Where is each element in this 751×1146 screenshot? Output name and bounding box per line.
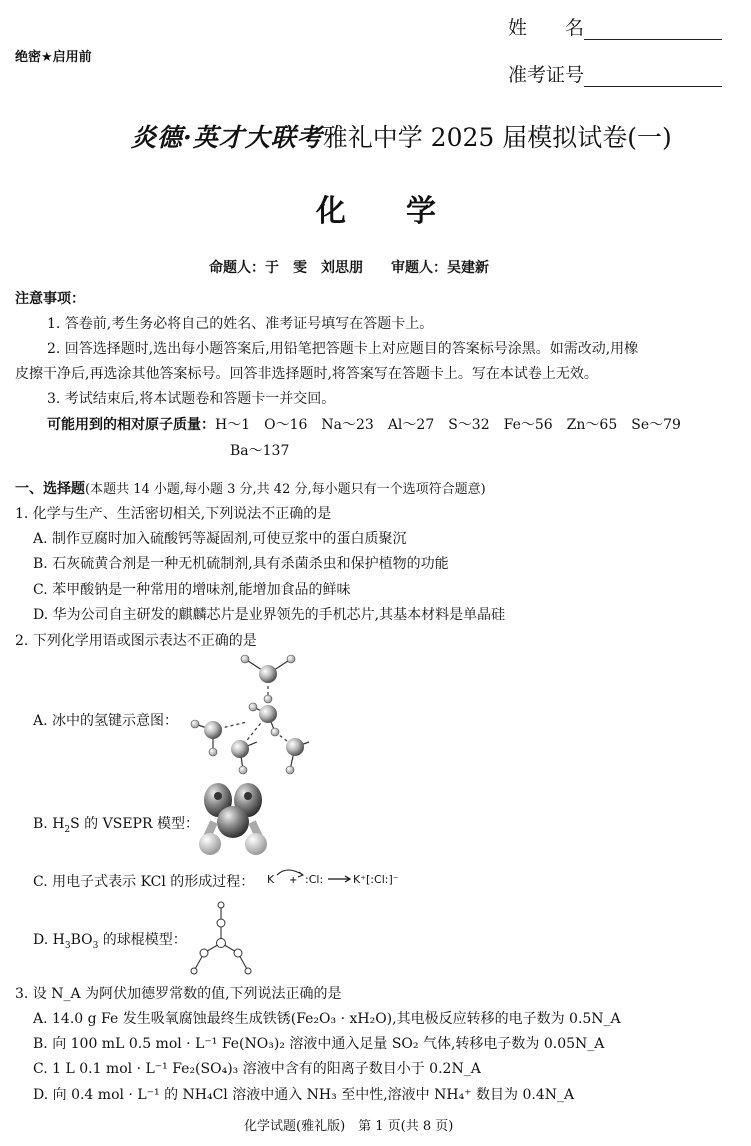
exam-id-label: 准考证号 [508, 64, 585, 86]
page-footer: 化学试题(雅礼版) 第 1 页(共 8 页) [244, 1119, 454, 1134]
subject-title: 化 学 [316, 194, 436, 229]
atomic-mass-values: H～1 O～16 Na～23 Al～27 S～32 Fe～56 Zn～65 Se～79 [215, 417, 681, 433]
section-title: 一、选择题 [15, 481, 85, 497]
boric-acid-ball-stick-model [186, 897, 256, 975]
vsepr-model-image [196, 782, 271, 860]
note-item-1: 1. 答卷前,考生务必将自己的姓名、准考证号填写在答题卡上。 [47, 316, 434, 332]
ice-hydrogen-bond-diagram [185, 652, 315, 777]
notes-heading: 注意事项： [15, 291, 85, 307]
q3-option-b[interactable]: B. 向 100 mL 0.5 mol · L⁻¹ Fe(NO₃)₂ 溶液中通入足量 SO₂ 气体,转移电子数为 0.05N_A [33, 1036, 605, 1052]
cl-atom-label: :Cl: [305, 873, 324, 886]
q2-d-prefix: D. H [33, 932, 65, 948]
q2-d-sub2: 3 [92, 940, 99, 951]
q1-option-b[interactable]: B. 石灰硫黄合剂是一种无机硫制剂,具有杀菌杀虫和保护植物的功能 [33, 556, 449, 572]
q2-b-suffix: S 的 VSEPR 模型： [70, 816, 199, 832]
note-item-3: 3. 考试结束后,将本试题卷和答题卡一并交回。 [47, 391, 336, 407]
kcl-formation-diagram [265, 865, 405, 893]
name-line[interactable] [584, 17, 722, 40]
brand-title: 炎德·英才大联考 [131, 123, 323, 152]
note-item-2a: 2. 回答选择题时,选出每小题答案后,用铅笔把答题卡上对应题目的答案标号涂黑。如需改动,用橡 [47, 341, 639, 357]
q2-b-prefix: B. H [33, 816, 65, 832]
note-item-2b: 皮擦干净后,再选涂其他答案标号。回答非选择题时,将答案写在答题卡上。写在本试卷上无效。 [15, 366, 598, 382]
k-atom-label: K [267, 873, 275, 886]
q2-d-mid: BO [70, 932, 93, 948]
page-title [131, 118, 672, 154]
q3-option-a[interactable]: A. 14.0 g Fe 发生吸氧腐蚀最终生成铁锈(Fe₂O₃ · xH₂O),其电极反应转移的电子数为 0.5N_A [33, 1011, 621, 1027]
q1-option-a[interactable]: A. 制作豆腐时加入硫酸钙等凝固剂,可使豆浆中的蛋白质聚沉 [33, 531, 407, 547]
q2-c-label: C. 用电子式表示 KCl 的形成过程： [33, 874, 255, 890]
q2-option-b[interactable] [33, 813, 199, 835]
name-label: 姓 名 [508, 17, 585, 39]
kcl-product-label: K⁺[:Cl:]⁻ [353, 873, 399, 886]
q1-option-c[interactable]: C. 苯甲酸钠是一种常用的增味剂,能增加食品的鲜味 [33, 582, 351, 598]
q2-option-a[interactable]: A. 冰中的氢键示意图： [33, 713, 179, 729]
svg-text:+: + [289, 875, 298, 886]
q2-option-d[interactable] [33, 929, 187, 951]
q3-option-c[interactable]: C. 1 L 0.1 mol · L⁻¹ Fe₂(SO₄)₃ 溶液中含有的阳离子数目小于 0.2N_A [33, 1061, 481, 1077]
name-field [508, 13, 722, 40]
q3-option-d[interactable]: D. 向 0.4 mol · L⁻¹ 的 NH₄Cl 溶液中通入 NH₃ 至中性,溶液中 NH₄⁺ 数目为 0.4N_A [33, 1087, 575, 1103]
q1-stem: 1. 化学与生产、生活密切相关,下列说法不正确的是 [15, 506, 332, 522]
section-desc: (本题共 14 小题,每小题 3 分,共 42 分,每小题只有一个选项符合题意) [85, 482, 486, 497]
q2-b-sub: 2 [64, 824, 71, 835]
q2-d-suffix: 的球棍模型： [98, 932, 187, 948]
q2-d-sub1: 3 [64, 940, 71, 951]
q2-stem: 2. 下列化学用语或图示表达不正确的是 [15, 633, 257, 649]
confidential-label: 绝密★启用前 [15, 50, 92, 65]
section-heading [15, 478, 486, 498]
q1-option-d[interactable]: D. 华为公司自主研发的麒麟芯片是业界领先的手机芯片,其基本材料是单晶硅 [33, 607, 506, 623]
q2-option-c[interactable] [33, 871, 254, 891]
exam-title: 雅礼中学 2025 届模拟试卷(一) [322, 123, 672, 152]
exam-id-field [508, 60, 722, 87]
authors-line: 命题人：于 雯 刘思朋 审题人：吴建新 [209, 260, 489, 276]
atomic-mass-line [47, 414, 681, 434]
q3-stem: 3. 设 N_A 为阿伏加德罗常数的值,下列说法正确的是 [15, 986, 342, 1002]
atomic-mass-label: 可能用到的相对原子质量： [47, 417, 215, 433]
exam-id-line[interactable] [584, 64, 722, 87]
atomic-mass-values-2: Ba～137 [230, 443, 290, 459]
